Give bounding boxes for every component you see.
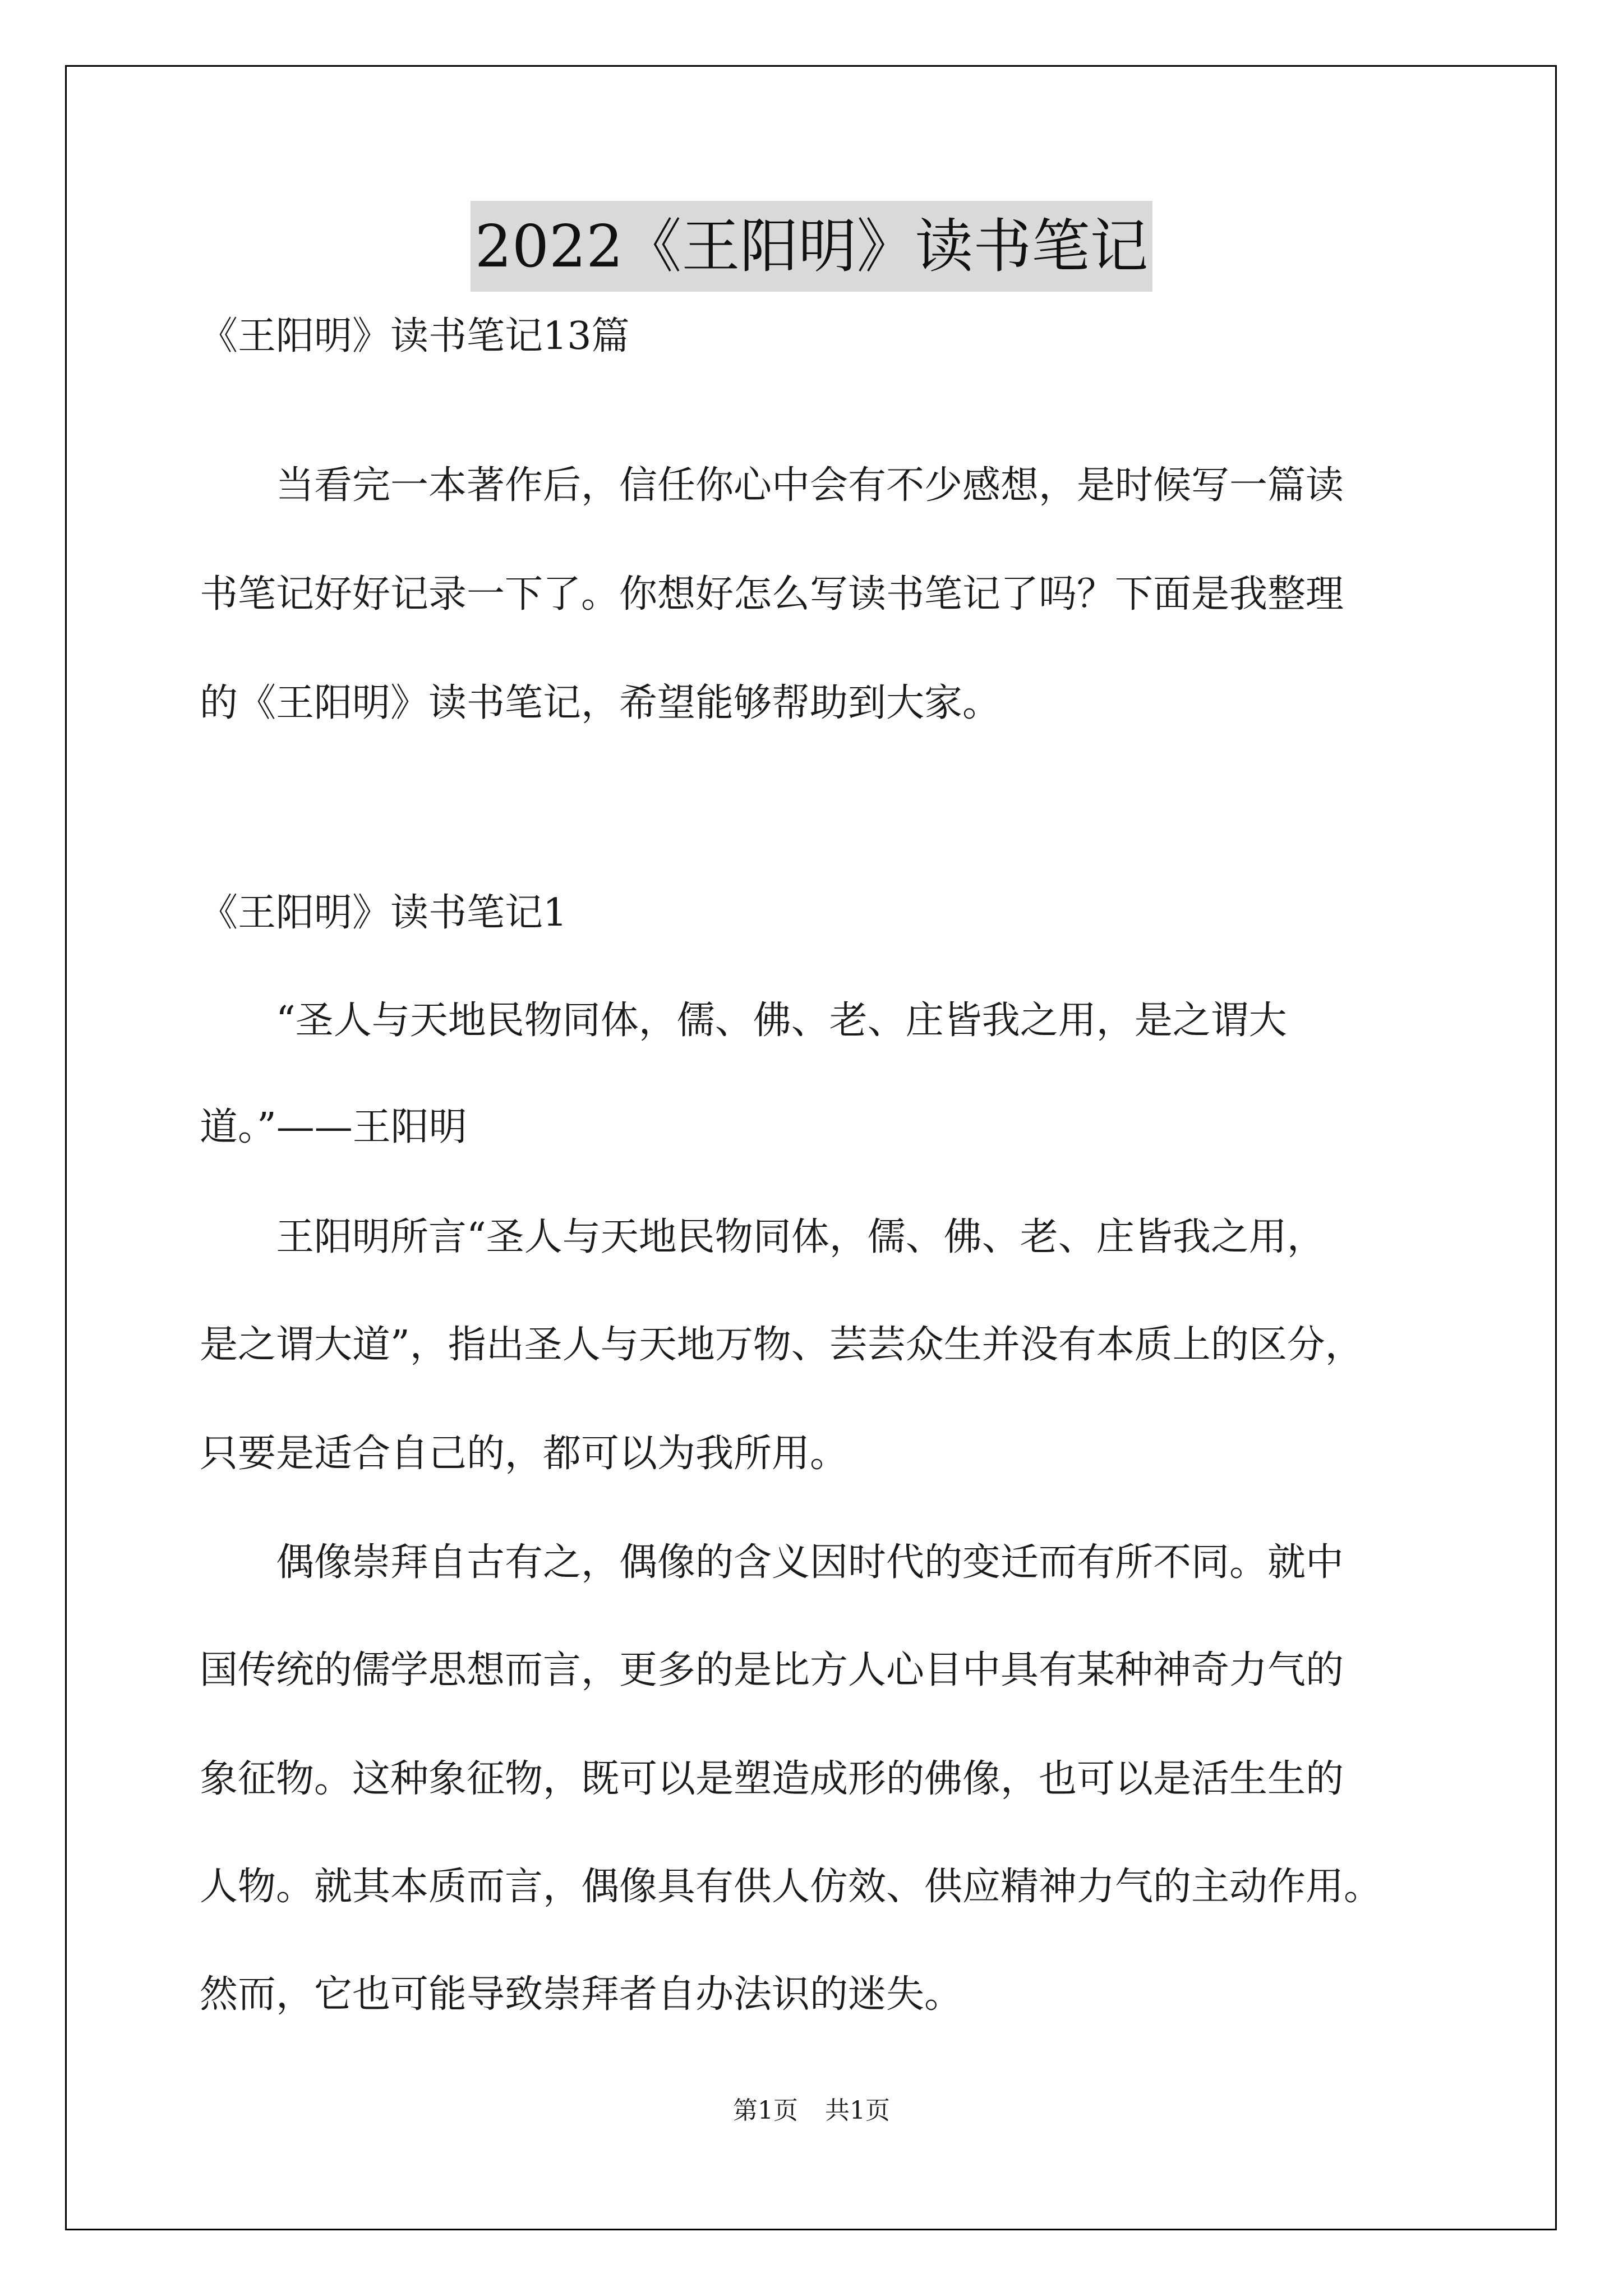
paragraph-line: 只要是适合自己的，都可以为我所用。: [200, 1432, 849, 1476]
paragraph-line: 国传统的儒学思想而言，更多的是比方人心目中具有某种神奇力气的: [200, 1648, 1344, 1692]
paragraph-line: 人物。就其本质而言，偶像具有供人仿效、供应精神力气的主动作用。: [200, 1865, 1382, 1909]
section-heading: 《王阳明》读书笔记1: [200, 891, 568, 935]
paragraph-line: 道。”——王阳明: [200, 1105, 467, 1149]
paragraph-line: 书笔记好好记录一下了。你想好怎么写读书笔记了吗？下面是我整理: [200, 572, 1344, 616]
paragraph-line: 王阳明所言“圣人与天地民物同体，儒、佛、老、庄皆我之用，: [200, 1215, 1325, 1259]
page-number-current: 第1页: [733, 2096, 798, 2125]
paragraph-line: 是之谓大道”，指出圣人与天地万物、芸芸众生并没有本质上的区分，: [200, 1323, 1363, 1367]
paragraph-line: 的《王阳明》读书笔记，希望能够帮助到大家。: [200, 681, 1001, 725]
paragraph-line: “圣人与天地民物同体，儒、佛、老、庄皆我之用，是之谓大: [200, 999, 1287, 1043]
paragraph-line: 然而，它也可能导致崇拜者自办法识的迷失。: [200, 1972, 963, 2017]
paragraph-line: 当看完一本著作后，信任你心中会有不少感想，是时候写一篇读: [200, 463, 1344, 508]
paragraph-line: 偶像崇拜自古有之，偶像的含义因时代的变迁而有所不同。就中: [200, 1540, 1344, 1585]
document-title-text: 2022《王阳明》读书笔记: [471, 201, 1153, 292]
paragraph-line: 象征物。这种象征物，既可以是塑造成形的佛像，也可以是活生生的: [200, 1757, 1344, 1801]
page-footer: [0, 2094, 1623, 2128]
document-title: [0, 201, 1623, 306]
page-number-total: 共1页: [825, 2096, 890, 2125]
subtitle-line: 《王阳明》读书笔记13篇: [200, 314, 630, 358]
